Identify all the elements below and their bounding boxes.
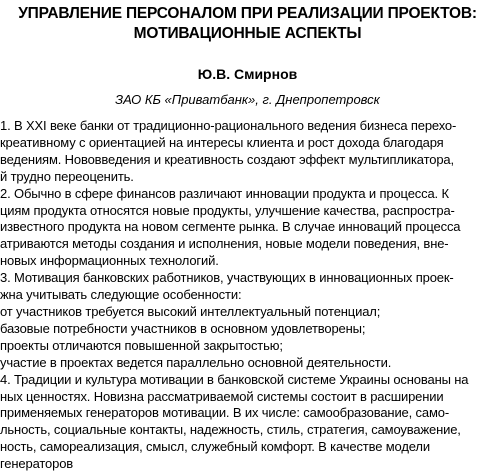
body-line: базовые потребности участников в основном удовлетворены;: [0, 320, 366, 336]
body-line: ных ценностях. Новизна рассматриваемой системы состоит в расширении: [0, 388, 444, 404]
body-line: циям продукта относятся новые продукты, улучшение качества, распростра-: [0, 202, 455, 218]
author-affiliation: ЗАО КБ «Приватбанк», г. Днепропетровск: [115, 92, 380, 107]
body-line: жна учитывать следующие особенности:: [0, 287, 242, 303]
body-line: й трудно переоценить.: [0, 168, 134, 184]
body-line: проекты отличаются повышенной закрытостью;: [0, 337, 283, 353]
body-line: применяемых генераторов мотивации. В их числе: самообразование, само-: [0, 405, 450, 421]
body-line: льность, социальные контакты, надежность, стиль, стратегия, самоуважение,: [0, 422, 461, 438]
title-line-2: МОТИВАЦИОННЫЕ АСПЕКТЫ: [133, 25, 362, 42]
body-line: креативному с ориентацией на интересы клиента и рост дохода благодаря: [0, 134, 444, 150]
body-line: 1. В XXI веке банки от традиционно-рационального ведения бизнеса перехо-: [0, 118, 457, 133]
body-line: ность, самореализация, смысл, служебный комфорт. В качестве модели: [0, 439, 430, 455]
body-line: известного продукта на новом сегменте рынка. В случае инноваций процесса: [0, 219, 461, 235]
body-line: ведениям. Нововведения и креативность создают эффект мультипликатора,: [0, 151, 454, 167]
body-line: новых информационных технологий.: [0, 253, 219, 269]
body-text: [0, 118, 495, 473]
author-name: Ю.В. Смирнов: [197, 66, 298, 82]
body-line: от участников требуется высокий интеллектуальный потенциал;: [0, 303, 381, 319]
body-line: атриваются методы создания и исполнения, новые модели поведения, вне-: [0, 236, 449, 252]
body-line: 3. Мотивация банковских работников, участвующих в инновационных проек-: [0, 270, 454, 286]
body-line: 4. Традиции и культура мотивации в банковской системе Украины основаны на: [0, 371, 469, 387]
body-line: генераторов: [0, 456, 74, 472]
title-line-1: УПРАВЛЕНИЕ ПЕРСОНАЛОМ ПРИ РЕАЛИЗАЦИИ ПРОЕКТОВ:: [18, 5, 477, 22]
body-line: участие в проектах ведется параллельно основной деятельности.: [0, 354, 392, 370]
paper-title: [0, 4, 495, 44]
body-line: 2. Обычно в сфере финансов различают инновации продукта и процесса. К: [0, 185, 449, 201]
